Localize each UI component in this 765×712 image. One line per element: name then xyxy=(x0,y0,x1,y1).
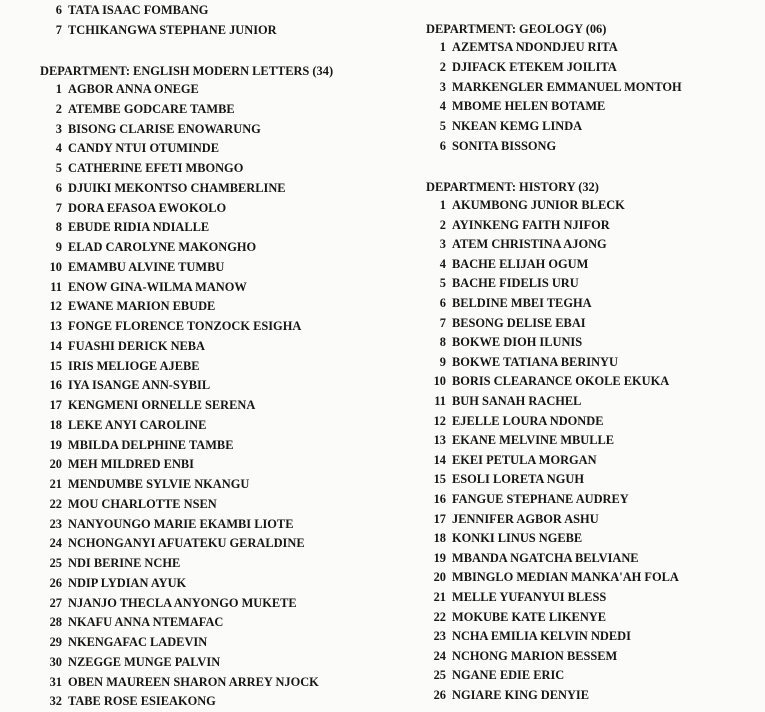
list-item xyxy=(420,647,617,667)
entry-number: 25 xyxy=(49,556,62,570)
entry-name: IYA ISANGE ANN-SYBIL xyxy=(68,378,211,393)
list-item xyxy=(420,353,618,373)
entry-name: NCHA EMILIA KELVIN NDEDI xyxy=(452,629,631,644)
list-item xyxy=(36,554,180,574)
entry-number: 12 xyxy=(49,299,62,314)
list-item xyxy=(36,495,217,515)
entry-number: 2 xyxy=(55,101,62,116)
entry-number: 11 xyxy=(50,279,62,294)
entry-name: KONKI LINUS NGEBE xyxy=(452,531,583,546)
list-item xyxy=(36,515,293,535)
list-item xyxy=(420,372,669,392)
entry-number: 5 xyxy=(439,119,446,133)
entry-name: DJUIKI MEKONTSO CHAMBERLINE xyxy=(68,180,286,195)
entry-number: 22 xyxy=(433,609,446,624)
entry-number: 23 xyxy=(433,629,446,644)
list-item xyxy=(36,179,286,199)
entry-name: AKUMBONG JUNIOR BLECK xyxy=(452,198,625,212)
entry-number: 12 xyxy=(433,413,446,428)
list-item xyxy=(420,97,605,117)
entry-name: JENNIFER AGBOR ASHU xyxy=(452,511,599,526)
entry-number: 21 xyxy=(49,477,62,491)
entry-number: 15 xyxy=(49,358,62,373)
list-item xyxy=(420,333,582,353)
entry-name: MOU CHARLOTTE NSEN xyxy=(68,496,217,511)
list-item xyxy=(36,613,223,633)
entry-number: 26 xyxy=(433,688,446,702)
entry-number: 21 xyxy=(433,590,446,604)
entry-name: MBINGLO MEDIAN MANKA'AH FOLA xyxy=(452,570,679,585)
list-item xyxy=(420,38,618,58)
entry-number: 7 xyxy=(55,200,62,215)
entry-name: FUASHI DERICK NEBA xyxy=(68,338,206,353)
list-item xyxy=(36,574,186,594)
entry-name: MENDUMBE SYLVIE NKANGU xyxy=(68,477,250,491)
list-item xyxy=(420,392,581,412)
entry-number: 20 xyxy=(433,570,446,585)
entry-number: 8 xyxy=(55,220,62,235)
entry-number: 13 xyxy=(433,433,446,448)
entry-number: 6 xyxy=(439,138,446,153)
entry-number: 19 xyxy=(49,437,62,452)
entry-number: 9 xyxy=(55,240,62,254)
list-item xyxy=(36,357,200,377)
entry-name: MARKENGLER EMMANUEL MONTOH xyxy=(452,79,682,94)
list-item xyxy=(420,196,625,216)
list-item xyxy=(36,278,247,298)
list-item xyxy=(36,120,261,140)
list-item xyxy=(36,396,255,416)
list-item xyxy=(36,80,199,100)
entry-number: 16 xyxy=(49,378,62,393)
list-item xyxy=(36,238,256,258)
entry-number: 28 xyxy=(49,615,62,630)
entry-number: 11 xyxy=(434,394,446,408)
entry-name: TATA ISAAC FOMBANG xyxy=(68,3,209,17)
entry-number: 7 xyxy=(439,315,446,330)
entry-number: 6 xyxy=(439,296,446,310)
list-item xyxy=(420,451,597,471)
entry-number: 4 xyxy=(439,99,446,114)
list-item xyxy=(36,534,305,554)
list-item xyxy=(420,78,682,98)
list-item xyxy=(420,549,639,569)
list-item xyxy=(420,568,679,588)
list-item xyxy=(420,529,582,549)
entry-name: ATEM CHRISTINA AJONG xyxy=(452,237,607,252)
entry-name: OBEN MAUREEN SHARON ARREY NJOCK xyxy=(68,674,319,689)
entry-name: MELLE YUFANYUI BLESS xyxy=(452,590,607,604)
list-item xyxy=(36,475,249,495)
list-item xyxy=(420,412,603,432)
entry-name: DORA EFASOA EWOKOLO xyxy=(68,200,227,215)
list-item xyxy=(420,294,592,314)
entry-name: AYINKENG FAITH NJIFOR xyxy=(452,217,610,232)
list-item xyxy=(36,633,207,653)
list-item xyxy=(420,666,564,686)
entry-name: AZEMTSA NDONDJEU RITA xyxy=(452,40,618,54)
list-item xyxy=(36,297,215,317)
entry-name: EJELLE LOURA NDONDE xyxy=(452,413,604,428)
list-item xyxy=(36,455,194,475)
entry-number: 32 xyxy=(49,694,62,709)
list-item xyxy=(36,100,235,120)
entry-number: 15 xyxy=(433,472,446,487)
entry-number: 22 xyxy=(49,496,62,511)
entry-number: 13 xyxy=(49,319,62,333)
entry-name: NZEGGE MUNGE PALVIN xyxy=(68,654,221,669)
entry-number: 1 xyxy=(439,40,446,54)
entry-name: NGIARE KING DENYIE xyxy=(452,688,590,702)
list-item xyxy=(36,416,206,436)
entry-number: 8 xyxy=(439,335,446,350)
entry-name: BISONG CLARISE ENOWARUNG xyxy=(68,121,261,136)
entry-name: LEKE ANYI CAROLINE xyxy=(68,417,207,432)
entry-number: 24 xyxy=(433,648,446,663)
department-heading-english: DEPARTMENT: ENGLISH MODERN LETTERS (34) xyxy=(40,64,334,78)
entry-name: NKAFU ANNA NTEMAFAC xyxy=(68,615,224,630)
entry-number: 5 xyxy=(55,161,62,175)
entry-name: IRIS MELIOGE AJEBE xyxy=(68,358,200,373)
entry-number: 14 xyxy=(433,452,446,467)
entry-name: EKEI PETULA MORGAN xyxy=(452,452,597,467)
entry-number: 26 xyxy=(49,575,62,590)
entry-name: BOKWE DIOH ILUNIS xyxy=(452,335,583,350)
entry-number: 17 xyxy=(433,511,446,526)
list-item xyxy=(36,218,209,238)
entry-number: 18 xyxy=(433,531,446,546)
entry-name: MOKUBE KATE LIKENYE xyxy=(452,609,606,624)
list-item xyxy=(420,431,614,451)
entry-name: ESOLI LORETA NGUH xyxy=(452,472,584,487)
entry-name: MBANDA NGATCHA BELVIANE xyxy=(452,550,639,565)
list-item xyxy=(36,21,277,41)
list-item xyxy=(36,317,301,337)
entry-name: NKENGAFAC LADEVIN xyxy=(68,635,208,649)
entry-number: 16 xyxy=(433,492,446,506)
entry-name: BUH SANAH RACHEL xyxy=(452,394,582,408)
entry-name: KENGMENI ORNELLE SERENA xyxy=(68,398,256,412)
entry-number: 2 xyxy=(439,217,446,232)
list-item xyxy=(36,159,243,179)
list-item xyxy=(420,255,588,275)
list-item xyxy=(420,58,617,78)
entry-name: MBILDA DELPHINE TAMBE xyxy=(68,437,234,452)
list-item xyxy=(36,139,219,159)
department-heading-geology: DEPARTMENT: GEOLOGY (06) xyxy=(426,22,607,36)
entry-number: 6 xyxy=(55,180,62,195)
entry-name: ELAD CAROLYNE MAKONGHO xyxy=(68,240,257,254)
entry-number: 10 xyxy=(433,374,446,389)
entry-number: 17 xyxy=(49,398,62,412)
entry-number: 6 xyxy=(55,3,62,17)
entry-number: 1 xyxy=(439,198,446,212)
entry-number: 29 xyxy=(49,635,62,649)
entry-name: DJIFACK ETEKEM JOILITA xyxy=(452,59,617,74)
list-item xyxy=(420,274,579,294)
entry-name: ATEMBE GODCARE TAMBE xyxy=(68,101,235,116)
entry-name: MEH MILDRED ENBI xyxy=(68,457,194,472)
entry-number: 25 xyxy=(433,668,446,683)
entry-number: 14 xyxy=(49,338,62,353)
entry-name: EMAMBU ALVINE TUMBU xyxy=(68,259,225,274)
list-item xyxy=(36,337,205,357)
entry-number: 2 xyxy=(439,59,446,74)
entry-name: MBOME HELEN BOTAME xyxy=(452,99,606,114)
list-item xyxy=(420,627,631,647)
entry-number: 27 xyxy=(49,595,62,610)
list-item xyxy=(420,235,607,255)
list-item xyxy=(36,594,297,614)
entry-name: NCHONG MARION BESSEM xyxy=(452,648,618,663)
list-item xyxy=(36,653,220,673)
entry-number: 5 xyxy=(439,276,446,291)
entry-name: TCHIKANGWA STEPHANE JUNIOR xyxy=(68,23,277,37)
entry-number: 3 xyxy=(439,79,446,94)
entry-number: 30 xyxy=(49,654,62,669)
entry-number: 3 xyxy=(55,121,62,136)
entry-number: 1 xyxy=(55,82,62,96)
list-item xyxy=(36,199,226,219)
list-item xyxy=(420,470,584,490)
list-item xyxy=(36,673,319,693)
entry-name: AGBOR ANNA ONEGE xyxy=(68,82,199,96)
list-item xyxy=(420,490,629,510)
entry-name: BOKWE TATIANA BERINYU xyxy=(452,354,618,369)
entry-number: 4 xyxy=(439,256,446,271)
entry-name: NDIP LYDIAN AYUK xyxy=(68,575,187,590)
list-item xyxy=(420,216,610,236)
entry-name: BACHE ELIJAH OGUM xyxy=(452,256,589,271)
list-item xyxy=(420,314,586,334)
list-item xyxy=(36,692,216,712)
entry-name: TABE ROSE ESIEAKONG xyxy=(68,694,216,709)
entry-name: BACHE FIDELIS URU xyxy=(452,276,579,291)
entry-name: EKANE MELVINE MBULLE xyxy=(452,433,615,448)
entry-name: CATHERINE EFETI MBONGO xyxy=(68,161,244,175)
entry-name: FANGUE STEPHANE AUDREY xyxy=(452,492,629,506)
department-heading-history: DEPARTMENT: HISTORY (32) xyxy=(426,180,599,194)
list-item xyxy=(36,436,233,456)
list-item xyxy=(420,588,606,608)
entry-name: NANYOUNGO MARIE EKAMBI LIOTE xyxy=(68,516,294,531)
entry-number: 4 xyxy=(55,141,62,156)
list-item xyxy=(420,510,599,530)
entry-number: 9 xyxy=(439,354,446,369)
entry-name: BESONG DELISE EBAI xyxy=(452,315,586,330)
entry-name: CANDY NTUI OTUMINDE xyxy=(68,141,219,156)
entry-number: 20 xyxy=(49,457,62,472)
entry-name: BELDINE MBEI TEGHA xyxy=(452,296,592,310)
entry-number: 7 xyxy=(55,23,62,37)
entry-name: BORIS CLEARANCE OKOLE EKUKA xyxy=(452,374,670,389)
entry-name: NJANJO THECLA ANYONGO MUKETE xyxy=(68,595,297,610)
entry-number: 3 xyxy=(439,237,446,252)
entry-name: NDI BERINE NCHE xyxy=(68,556,181,570)
entry-number: 24 xyxy=(49,536,62,551)
entry-number: 18 xyxy=(49,417,62,432)
list-item xyxy=(420,117,582,137)
entry-name: ENOW GINA-WILMA MANOW xyxy=(68,279,247,294)
entry-number: 23 xyxy=(49,516,62,531)
entry-name: EWANE MARION EBUDE xyxy=(68,299,216,314)
list-item xyxy=(36,376,210,396)
list-item xyxy=(420,686,589,706)
entry-number: 10 xyxy=(49,259,62,274)
entry-name: FONGE FLORENCE TONZOCK ESIGHA xyxy=(68,319,302,333)
entry-number: 19 xyxy=(433,550,446,565)
entry-name: NKEAN KEMG LINDA xyxy=(452,119,583,133)
entry-name: NCHONGANYI AFUATEKU GERALDINE xyxy=(68,536,305,551)
list-item xyxy=(36,1,208,21)
entry-name: SONITA BISSONG xyxy=(452,138,557,153)
list-item xyxy=(420,137,556,157)
list-item xyxy=(36,258,224,278)
entry-name: NGANE EDIE ERIC xyxy=(452,668,565,683)
list-item xyxy=(420,608,606,628)
entry-name: EBUDE RIDIA NDIALLE xyxy=(68,220,210,235)
entry-number: 31 xyxy=(49,674,62,689)
